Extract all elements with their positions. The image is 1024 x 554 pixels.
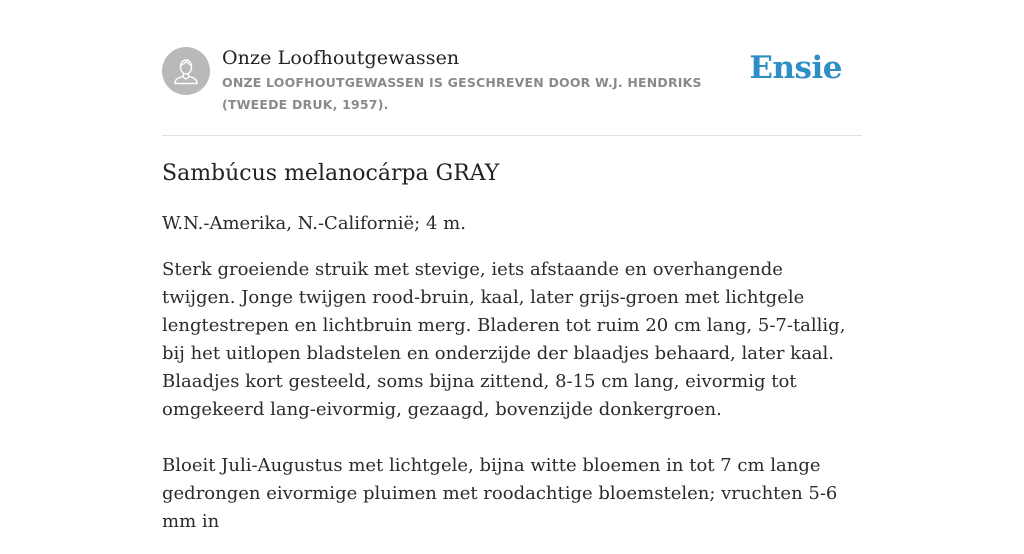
entry-title: Sambúcus melanocárpa GRAY [162, 161, 500, 186]
book-title[interactable]: Onze Loofhoutgewassen [222, 47, 460, 69]
entry-origin: W.N.-Amerika, N.-Californië; 4 m. [162, 213, 466, 234]
entry-flowering: Bloeit Juli-Augustus met lichtgele, bijna witte bloemen in tot 7 cm lange gedrongen eivormige pluimen met roodachtige bloemstelen; vruchten 5-6 mm in [162, 455, 838, 532]
header-divider [162, 135, 862, 136]
book-info [222, 46, 762, 116]
book-subtitle: ONZE LOOFHOUTGEWASSEN IS GESCHREVEN DOOR W.J. HENDRIKS (TWEEDE DRUK, 1957). [222, 75, 702, 112]
ensie-logo[interactable]: Ensie [749, 50, 842, 86]
book-header [162, 46, 862, 136]
user-silhouette-icon [162, 47, 210, 95]
entry-content [162, 158, 862, 554]
entry-description: Sterk groeiende struik met stevige, iets afstaande en overhangende twijgen. Jonge twijgen rood-bruin, kaal, later grijs-groen met lichtgele lengtestrepen en lichtbruin merg. Bladeren tot ruim 20 cm lang, 5-7-tallig, bij het uitlopen bladstelen en onderzijde der blaadjes behaard, later kaal. Blaadjes kort gesteeld, soms bijna zittend, 8-15 cm lang, eivormig tot omgekeerd lang-eivormig, gezaagd, bovenzijde donkergroen. [162, 259, 846, 420]
